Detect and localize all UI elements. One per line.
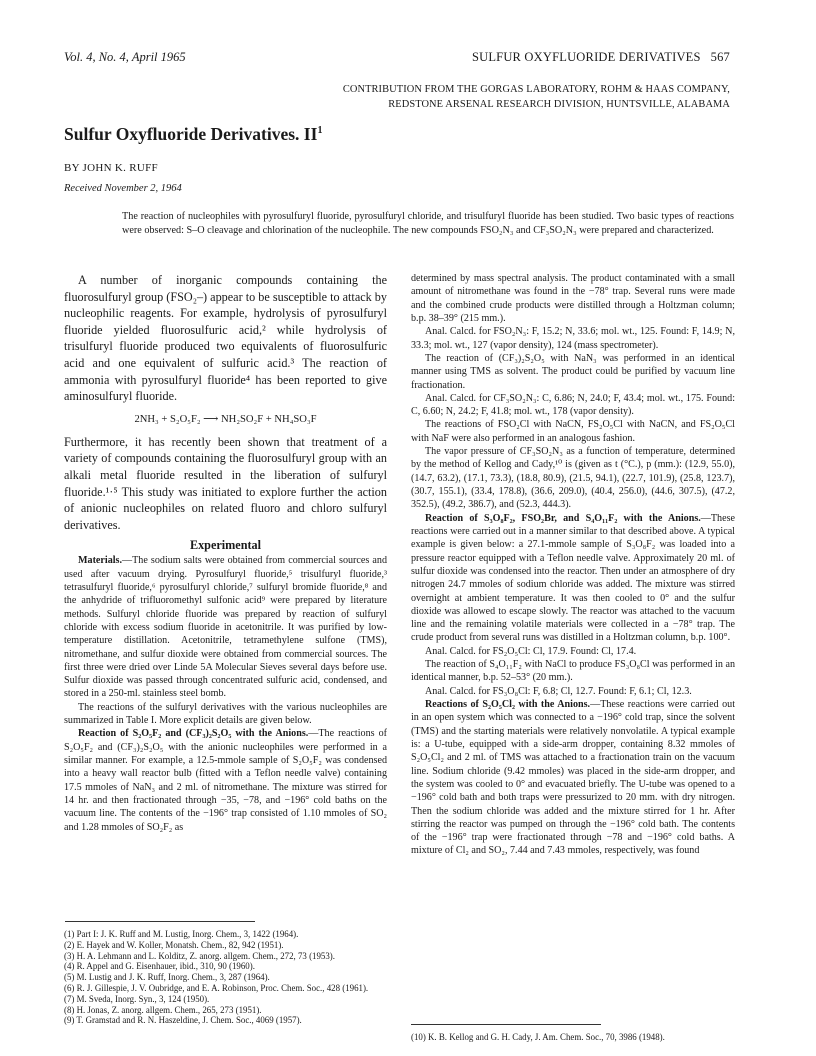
s4o11-paragraph: The reaction of S₄O₁₁F₂ with NaCl to produce FS₃O₈Cl was performed in an identical manner, b.p. 52–53° (20 mm.). xyxy=(411,659,735,684)
affiliation: CONTRIBUTION FROM THE GORGAS LABORATORY, ROHM & HAAS COMPANY, REDSTONE ARSENAL RESEARCH DIVISION, HUNTSVILLE, ALABAMA xyxy=(342,84,730,110)
footnote: (2) E. Hayek and W. Koller, Monatsh. Chem., 82, 942 (1951). xyxy=(64,939,284,950)
s3o8-paragraph: Reaction of S₃O₈F₂, FSO₂Br, and S₄O₁₁F₂ with the Anions.—These reactions were carried out in a manner similar to that described above. A typical example is given below: a 27.1-mmole sample of S₃O₈F₂ was loaded into a pressure reactor equipped with a Teflon needle valve. Approximately 20 ml. of sulfur dioxide was condensed into the reactor. Then under an atmosphere of dry nitrogen 24.7 mmoles of sodium chloride was added. The mixture was stirred overnight at ambient temperature. It was then cooled to 0° and the sulfur dioxide was allowed to escape slowly. The reactor was attached to the vacuum line and the remaining volatile materials were collected in a −78° trap. The crude product from several runs was distilled in a Holtzman column, b.p. 100°. xyxy=(411,512,735,644)
footnote: (3) H. A. Lehmann and L. Kolditz, Z. anorg. allgem. Chem., 272, 73 (1953). xyxy=(64,950,335,961)
footnote: (8) H. Jonas, Z. anorg. allgem. Chem., 265, 273 (1951). xyxy=(64,1004,262,1015)
left-column xyxy=(64,272,387,834)
footnote-rule xyxy=(411,1024,601,1025)
analysis-fso2n3: Anal. Calcd. for FSO₂N₃: F, 15.2; N, 33.6; mol. wt., 125. Found: F, 14.9; N, 33.3; mol. wt., 127 (vapor density), 124 (mass spectrometer). xyxy=(411,326,735,351)
materials-paragraph: Materials.—The sodium salts were obtained from commercial sources and used after vacuum drying. Pyrosulfuryl fluoride,⁵ trisulfuryl fluoride,³ tetrasulfuryl fluoride,⁶ pyrosulfuryl chloride,⁷ sulfuryl bromide fluoride,⁸ and the anhydride of trifluoromethyl sulfonic acid⁹ were prepared by literature methods. Sulfuryl chloride fluoride was prepared by reaction of sulfuryl chloride with excess sodium fluoride in acetonitrile. It was purified by low-temperature distillation. Acetonitrile, tetramethylene sulfone (TMS), nitromethane, and sulfur dioxide were obtained from commercial sources. The first three were dried over Linde 5A Molecular Sieves several days before use. Sulfur dioxide was passed through concentrated sulfuric acid, condensed, and stored in a 250-ml. stainless steel bomb. xyxy=(64,555,387,700)
running-title: SULFUR OXYFLUORIDE DERIVATIVES 567 xyxy=(471,50,730,64)
analysis-fs3o8cl: Anal. Calcd. for FS₃O₈Cl: F, 6.8; Cl, 12.7. Found: F, 6.1; Cl, 12.3. xyxy=(425,685,692,697)
analysis-cf3so2n3: Anal. Calcd. for CF₃SO₂N₃: C, 6.86; N, 24.0; F, 43.4; mol. wt., 175. Found: C, 6.60; N, 24.2; F, 41.8; mol. wt., 178 (vapor density). xyxy=(411,392,735,418)
journal-volume-issue: Vol. 4, No. 4, April 1965 xyxy=(64,50,186,64)
received-date: Received November 2, 1964 xyxy=(64,183,182,194)
abstract: The reaction of nucleophiles with pyrosulfuryl fluoride, pyrosulfuryl chloride, and trisulfuryl fluoride has been studied. Two basic types of reactions were observed: S–O cleavage and chlorination of the nucleophile. The new compounds FSO₂N₃ and CF₃SO₂N₃ were prepared and characterized. xyxy=(122,211,734,236)
author-byline: BY JOHN K. RUFF xyxy=(64,162,158,174)
footnote-rule xyxy=(65,921,255,922)
continued-paragraph: determined by mass spectral analysis. The product contaminated with a small amount of nitromethane was found in the −78° trap. Several runs were made and the combined crude products were distilled through a Holtzman column; b.p. 38–39° (215 mm.). xyxy=(411,273,735,324)
footnote: (5) M. Lustig and J. K. Ruff, Inorg. Chem., 3, 287 (1964). xyxy=(64,972,270,983)
s2o5-paragraph: Reaction of S₂O₅F₂ and (CF₃)₂S₂O₅ with the Anions.—The reactions of S₂O₅F₂ and (CF₃)₂S₂O₅ with the anionic nucleophiles were performed in a similar manner. For example, a 12.5-mmole sample of S₂O₅F₂ was condensed into a heavy wall reactor bulb (fitted with a Teflon needle valve) containing 17.5 mmoles of NaN₃ and 2 ml. of nitromethane. The mixture was stirred for 14 hr. and then fractionated through −35, −78, and −196° cold baths on the vacuum line. The contents of the −196° trap consisted of 1.10 mmoles of SO₂ and 1.28 mmoles of SO₂F₂ as xyxy=(64,728,387,833)
reactions-paragraph: The reactions of the sulfuryl derivatives with the various nucleophiles are summarized in Table I. More explicit details are given below. xyxy=(64,701,387,727)
right-column xyxy=(411,272,735,858)
footnote: (9) T. Gramstad and R. N. Haszeldine, J. Chem. Soc., 4069 (1957). xyxy=(64,1015,302,1026)
footnotes-right xyxy=(411,1024,735,1043)
footnotes-left xyxy=(64,921,387,1026)
footnote: (10) K. B. Kellog and G. H. Cady, J. Am. Chem. Soc., 70, 3986 (1948). xyxy=(411,1032,665,1042)
vapor-pressure-paragraph: The vapor pressure of CF₃SO₂N₃ as a function of temperature, determined by the method of Kellog and Cady,¹⁰ is (given as t (°C.), p (mm.): (12.9, 55.0), (14.7, 63.2), (17.1, 73.3), (18.8, 80.9), (21.5, 94.1), (22.7, 101.9), (25.8, 123.7), (30.7, 155.1), (33.4, 178.8), (36.6, 209.0), (40.4, 256.0), (44.6, 307.5), (47.2, 352.5), (49.2, 386.7), and (52.3, 444.3). xyxy=(411,446,735,511)
footnote: (1) Part I: J. K. Ruff and M. Lustig, Inorg. Chem., 3, 1422 (1964). xyxy=(64,929,299,939)
s2o5cl2-paragraph: Reactions of S₂O₅Cl₂ with the Anions.—These reactions were carried out in an open system which was connected to a −196° cold trap, since the solvent (TMS) and the starting materials were relatively nonvolatile. A typical example is: a U-tube, equipped with a side-arm dropper, containing 8.32 mmoles of S₂O₅Cl₂ and 2 ml. of TMS was attached to a fractionation train on the vacuum line. Sodium chloride (9.42 mmoles) was placed in the side-arm dropper, and the system was cooled to 0° and evacuated briefly. The U-tube was opened to a −196° cold bath and both traps were pressurized to 20 mm. with dry nitrogen. Then the sodium chloride was added and the mixture stirred for 1 hr. After stirring the reactor was pumped on through the −196° cold bath. The contents of the −196° trap were fractionated through −78 and −196° cold baths. A mixture of Cl₂ and SO₂, 7.44 and 7.43 mmoles, respectively, was found xyxy=(411,699,736,857)
article-title: Sulfur Oxyfluoride Derivatives. $II^1$ xyxy=(64,124,323,144)
intro-paragraph-1: A number of inorganic compounds containing the fluorosulfuryl group (FSO₂–) appear to be susceptible to attack by nucleophilic reagents. For example, hydrolysis of pyrosulfuryl fluoride yielded fluorosulfuric acid,² while hydrolysis of trisulfuryl fluoride produced two equivalents of fluorosulfuric acid and one equivalent of sulfuric acid.³ The reaction of ammonia with pyrosulfuryl fluoride⁴ has been reported to give aminosulfuryl fluoride. xyxy=(64,273,387,404)
analysis-fs2o5cl: Anal. Calcd. for FS₂O₅Cl: Cl, 17.9. Found: Cl, 17.4. xyxy=(425,645,637,657)
footnote: (7) M. Sveda, Inorg. Syn., 3, 124 (1950). xyxy=(64,993,210,1004)
intro-paragraph-2: Furthermore, it has recently been shown that treatment of a variety of compounds containing the fluorosulfuryl group with an alkali metal fluoride resulted in the liberation of sulfuryl fluoride.¹·⁵ This study was initiated to explore further the action of anionic nucleophiles on related fluoro and chloro sulfuryl derivatives. xyxy=(64,434,387,532)
fso2cl-paragraph: The reactions of FSO₂Cl with NaCN, FS₂O₅Cl with NaCN, and FS₂O₅Cl with NaF were also performed in an analogous fashion. xyxy=(411,419,735,444)
footnote: (6) R. J. Gillespie, J. V. Oubridge, and E. A. Robinson, Proc. Chem. Soc., 428 (1961). xyxy=(64,982,369,993)
reaction-equation: 2NH₃ + S₂O₅F₂ ⟶ NH₂SO₂F + NH₄SO₃F xyxy=(134,413,317,425)
page-number: 567 xyxy=(710,50,730,64)
section-heading-experimental: Experimental xyxy=(189,538,262,553)
footnote: (4) R. Appel and G. Eisenhauer, ibid., 310, 90 (1960). xyxy=(64,961,255,972)
cf3-paragraph: The reaction of (CF₃)₂S₂O₅ with NaN₃ was performed in an identical manner using TMS as solvent. The product could be purified by vacuum line fractionation. xyxy=(411,352,735,391)
